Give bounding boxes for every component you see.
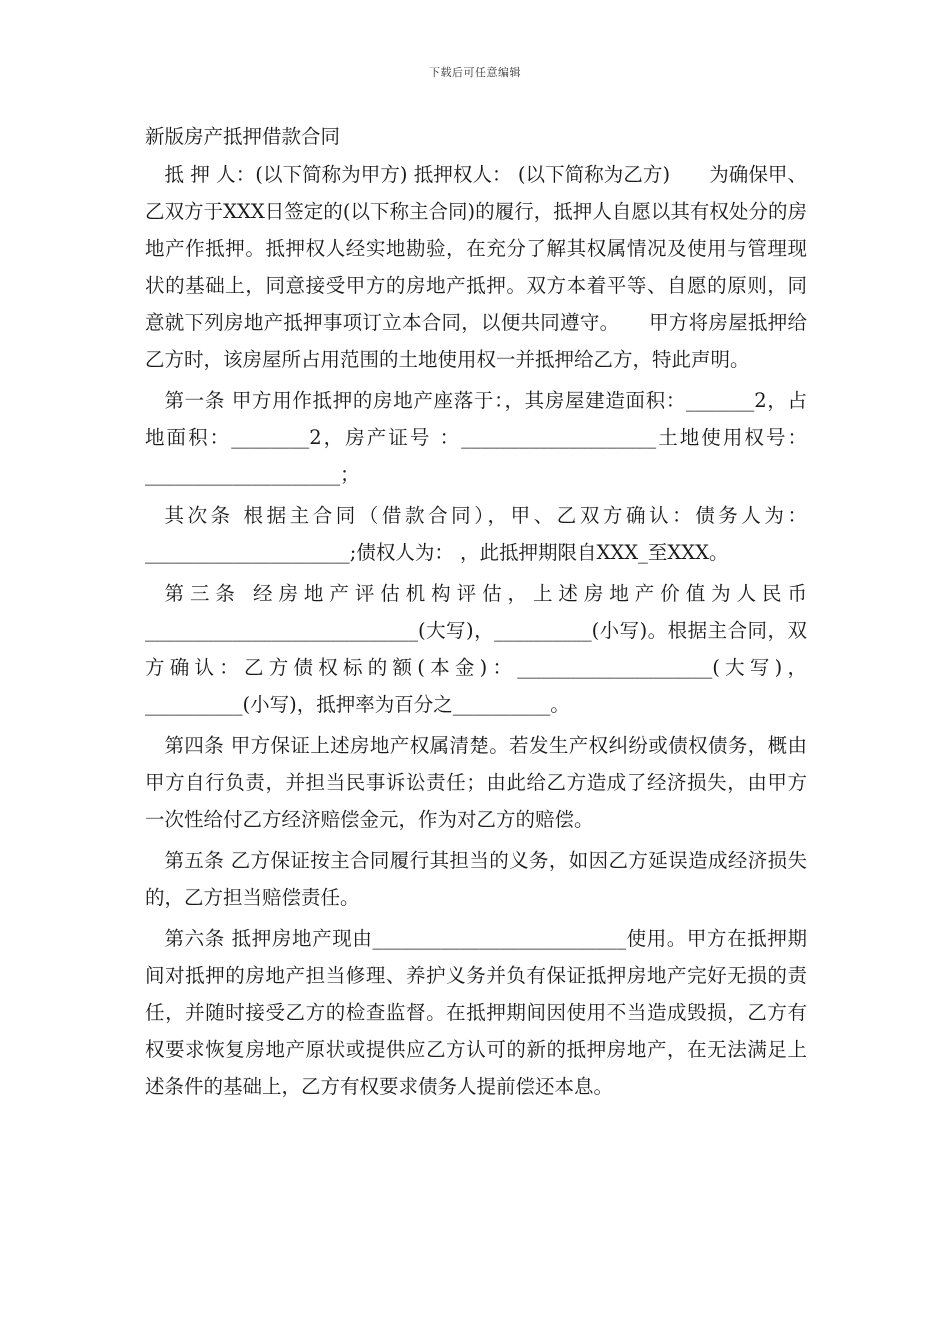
preamble-paragraph: 抵 押 人：(以下简称为甲方) 抵押权人： (以下简称为乙方) 为确保甲、乙双方于XXX日签定的(以下称主合同)的履行，抵押人自愿以其有权处分的房地产作抵押。抵押权人经实地勘验，在充分了解其权属情况及使用与管理现状的基础上，同意接受甲方的房地产抵押。双方本着平等、自愿的原则，同意就下列房地产抵押事项订立本合同，以便共同遵守。 甲方将房屋抵押给乙方时，该房屋所占用范围的土地使用权一并抵押给乙方，特此声明。 [145, 163, 807, 371]
article-5-paragraph: 第五条 乙方保证按主合同履行其担当的义务，如因乙方延误造成经济损失的，乙方担当赔偿责任。 [145, 849, 807, 909]
page-header: 下载后可任意编辑 [429, 66, 521, 79]
article-2-paragraph: 其次条 根据主合同（借款合同），甲、乙双方确认：债务人为：_____________________;债权人为： ，此抵押期限自XXX_至XXX。 [145, 504, 807, 564]
document-title: 新版房产抵押借款合同 [145, 125, 341, 148]
article-1-paragraph: 第一条 甲方用作抵押的房地产座落于：，其房屋建造面积：_______2，占地面积：________2，房产证号 ：____________________土地使用权号：____________________； [145, 389, 807, 486]
document-body [145, 118, 807, 1105]
article-3-paragraph: 第三条 经房地产评估机构评估，上述房地产价值为人民币____________________________(大写)，__________(小写)。根据主合同，双方确认：乙方债权标的额(本金)：____________________(大写)，__________(小写)，抵押率为百分之__________。 [145, 582, 807, 716]
article-6-paragraph: 第六条 抵押房地产现由__________________________使用。甲方在抵押期间对抵押的房地产担当修理、养护义务并负有保证抵押房地产完好无损的责任，并随时接受乙方的检查监督。在抵押期间因使用不当造成毁损，乙方有权要求恢复房地产原状或提供应乙方认可的新的抵押房地产，在无法满足上述条件的基础上，乙方有权要求债务人提前偿还本息。 [145, 927, 807, 1098]
article-4-paragraph: 第四条 甲方保证上述房地产权属清楚。若发生产权纠纷或债权债务，概由甲方自行负责，并担当民事诉讼责任；由此给乙方造成了经济损失，由甲方一次性给付乙方经济赔偿金元，作为对乙方的赔偿。 [145, 734, 807, 831]
